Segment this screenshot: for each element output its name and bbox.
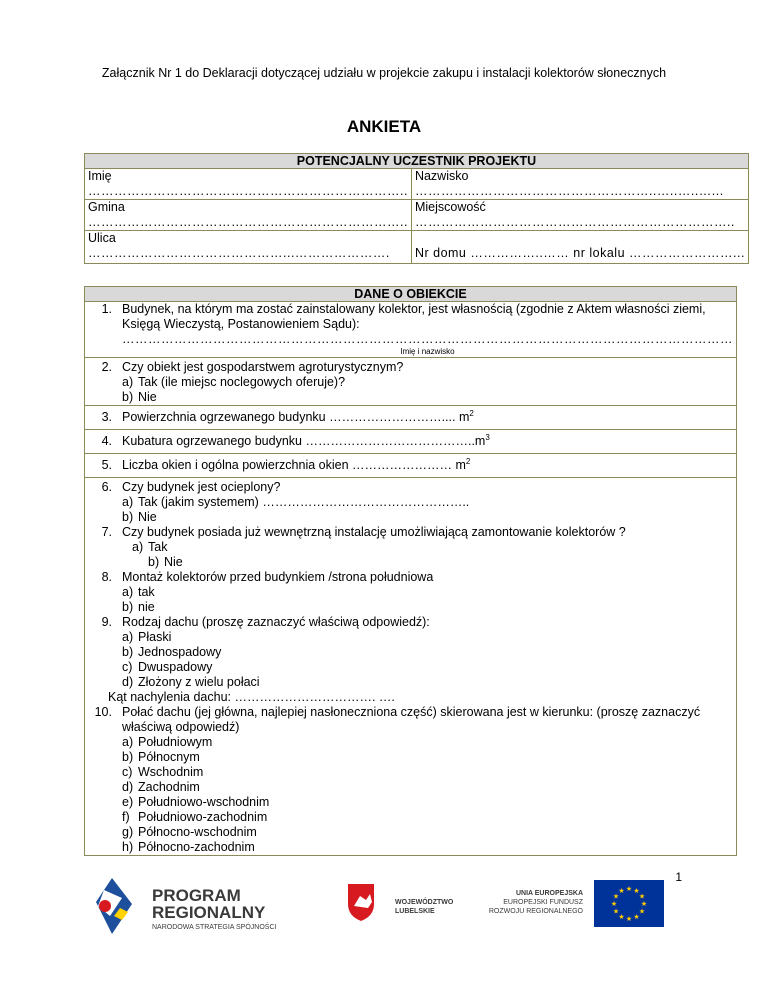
eu-star-icon: ★ xyxy=(625,885,633,893)
locality-label: Miejscowość xyxy=(414,200,486,214)
eu-star-icon: ★ xyxy=(625,915,633,923)
option-item[interactable]: a) Tak xyxy=(132,540,168,554)
street-field[interactable]: ………………………………………...…………………. xyxy=(88,246,390,260)
question-9-text: Rodzaj dachu (proszę zaznaczyć właściwą odpowiedź): xyxy=(122,615,430,629)
logo-shape xyxy=(99,900,111,912)
option-item[interactable]: f) Południowo-zachodnim xyxy=(122,810,268,824)
program-line1: PROGRAM xyxy=(152,886,241,905)
page-number: 1 xyxy=(675,870,682,884)
lubelskie-logo xyxy=(348,884,454,921)
question-5[interactable]: 5. Liczba okien i ogólna powierzchnia okien …………………… $m^2$ xyxy=(101,456,471,472)
eu-star-icon: ★ xyxy=(612,892,620,901)
divider xyxy=(85,429,736,430)
question-7-text: Czy budynek posiada już wewnętrzną instalację umożliwiającą zamontowanie kolektorów ? xyxy=(122,525,626,539)
commune-label: Gmina xyxy=(88,200,125,214)
question-10-text: Połać dachu (jej główna, najlepiej nasłoneczniona część) skierowana jest w kierunku: (proszę zaznaczyć właściwą odpowiedź) xyxy=(122,705,701,734)
first-name-field[interactable]: ……………………………………………………………….. xyxy=(88,184,408,198)
eu-star-icon: ★ xyxy=(612,907,620,916)
locality-field[interactable]: ……………………………………………………………….. xyxy=(414,215,735,229)
object-table xyxy=(84,286,737,856)
eu-star-icon: ★ xyxy=(610,900,618,908)
owner-field[interactable]: …………………………………………………………………………………………………………………………… xyxy=(122,332,733,346)
option-item[interactable]: c) Wschodnim xyxy=(122,765,204,779)
program-regionalny-logo xyxy=(96,878,277,934)
eu-star-icon: ★ xyxy=(638,907,646,916)
house-number-field[interactable]: Nr domu ……………..…… nr lokalu ……………………... xyxy=(414,246,745,260)
option-item[interactable]: d) Zachodnim xyxy=(122,780,200,794)
option-item[interactable]: b) Nie xyxy=(122,390,157,404)
eu-line1: UNIA EUROPEJSKA xyxy=(515,890,583,897)
roof-slope-field[interactable]: Kąt nachylenia dachu: ……………………………. …. xyxy=(108,690,395,704)
voivodeship-line1: WOJEWÓDZTWO xyxy=(395,899,454,906)
footer-logos xyxy=(0,872,768,942)
option-item[interactable]: h) Północno-zachodnim xyxy=(122,840,255,854)
option-item[interactable]: a) Tak (jakim systemem) ………………………………………….. xyxy=(122,495,470,509)
question-1-text: Budynek, na którym ma zostać zainstalowany kolektor, jest własnością (zgodnie z Aktem własności ziemi, Księgą Wieczystą, Postanowieniem Sądu): xyxy=(122,302,706,331)
eu-line2: EUROPEJSKI FUNDUSZ xyxy=(503,899,583,906)
option-item[interactable]: a) Tak (ile miejsc noclegowych oferuje)? xyxy=(122,375,346,389)
question-3[interactable]: 3. Powierzchnia ogrzewanego budynku ……………………….... $m^2$ xyxy=(101,408,474,424)
owner-caption: Imię i nazwisko xyxy=(400,347,455,356)
question-8: 8. Montaż kolektorów przed budynkiem /strona południowa a) tak b) nie xyxy=(88,570,733,615)
option-item[interactable]: b) nie xyxy=(122,600,155,614)
question-6: 6. Czy budynek jest ocieplony? a) Tak (jakim systemem) ………………………………………….. b) Nie xyxy=(88,480,733,525)
question-2: 2. Czy obiekt jest gospodarstwem agroturystycznym? a) Tak (ile miejsc noclegowych oferuje)? b) Nie xyxy=(88,360,733,405)
participant-heading: POTENCJALNY UCZESTNIK PROJEKTU xyxy=(85,154,749,169)
eu-star-icon: ★ xyxy=(633,912,640,921)
participant-table xyxy=(84,153,749,264)
question-10: 10. Połać dachu (jej główna, najlepiej nasłoneczniona część) skierowana jest w kierunku: (proszę zaznaczyć właściwą odpowiedź) a) Południowym b) Północnym c) Wschodnim d) Zachodnim e) Południowo-wschodnim f) Południowo-zachodnim g) Północno-wschodnim h) Północno-zachodnim xyxy=(88,705,733,855)
eu-star-icon: ★ xyxy=(640,900,648,908)
first-name-label: Imię xyxy=(88,169,112,183)
program-line2: REGIONALNY xyxy=(152,903,266,922)
divider xyxy=(85,453,736,454)
street-label: Ulica xyxy=(88,231,116,245)
divider xyxy=(85,477,736,478)
question-4[interactable]: 4. Kubatura ogrzewanego budynku $\dots\dots\dots\dots\dots\dots\dots\dots\dots\dots\dots\dots\dots..m^3$ xyxy=(101,432,490,448)
voivodeship-line2: LUBELSKIE xyxy=(395,908,435,915)
option-item[interactable]: d) Złożony z wielu połaci xyxy=(122,675,260,689)
option-item[interactable]: a) Płaski xyxy=(122,630,172,644)
question-2-text: Czy obiekt jest gospodarstwem agroturystycznym? xyxy=(122,360,404,374)
eu-logo xyxy=(489,880,664,927)
question-6-text: Czy budynek jest ocieplony? xyxy=(122,480,281,494)
divider xyxy=(85,405,736,406)
eu-star-icon: ★ xyxy=(633,887,640,896)
question-9: 9. Rodzaj dachu (proszę zaznaczyć właściwą odpowiedź): a) Płaski b) Jednospadowy c) Dwuspadowy d) Złożony z wielu połaci xyxy=(88,615,733,690)
object-heading: DANE O OBIEKCIE xyxy=(85,287,737,302)
program-sub: NARODOWA STRATEGIA SPÓJNOŚCI xyxy=(152,924,277,931)
option-item[interactable]: g) Północno-wschodnim xyxy=(122,825,257,839)
last-name-label: Nazwisko xyxy=(414,169,469,183)
question-8-text: Montaż kolektorów przed budynkiem /strona południowa xyxy=(122,570,434,584)
option-item[interactable]: a) tak xyxy=(122,585,155,599)
page-title: ANKIETA xyxy=(346,117,422,136)
option-item[interactable]: b) Jednospadowy xyxy=(122,645,222,659)
commune-field[interactable]: ……………………………………………………………….. xyxy=(88,215,408,229)
option-item[interactable]: c) Dwuspadowy xyxy=(122,660,213,674)
option-item[interactable]: b) Nie xyxy=(148,555,183,569)
option-item[interactable]: e) Południowo-wschodnim xyxy=(122,795,270,809)
divider xyxy=(85,357,736,358)
eu-line3: ROZWOJU REGIONALNEGO xyxy=(488,908,583,915)
question-1: 1. Budynek, na którym ma zostać zainstalowany kolektor, jest własnością (zgodnie z Aktem własności ziemi, Księgą Wieczystą, Postanowieniem Sądu): …………………………………………………………………………………………………………………………… Imię i nazwisko xyxy=(101,302,733,356)
annex-header: Załącznik Nr 1 do Deklaracji dotyczącej udziału w projekcie zakupu i instalacji kolektorów słonecznych xyxy=(101,66,667,80)
option-item[interactable]: b) Nie xyxy=(122,510,157,524)
eu-star-icon: ★ xyxy=(618,887,625,896)
option-item[interactable]: a) Południowym xyxy=(122,735,213,749)
question-7: 7. Czy budynek posiada już wewnętrzną instalację umożliwiającą zamontowanie kolektorów ? a) Tak b) Nie xyxy=(88,525,733,570)
eu-star-icon: ★ xyxy=(618,912,625,921)
eu-star-icon: ★ xyxy=(638,892,646,901)
last-name-field[interactable]: ………………………………………………..…..…..…... xyxy=(414,184,724,198)
option-item[interactable]: b) Północnym xyxy=(122,750,200,764)
